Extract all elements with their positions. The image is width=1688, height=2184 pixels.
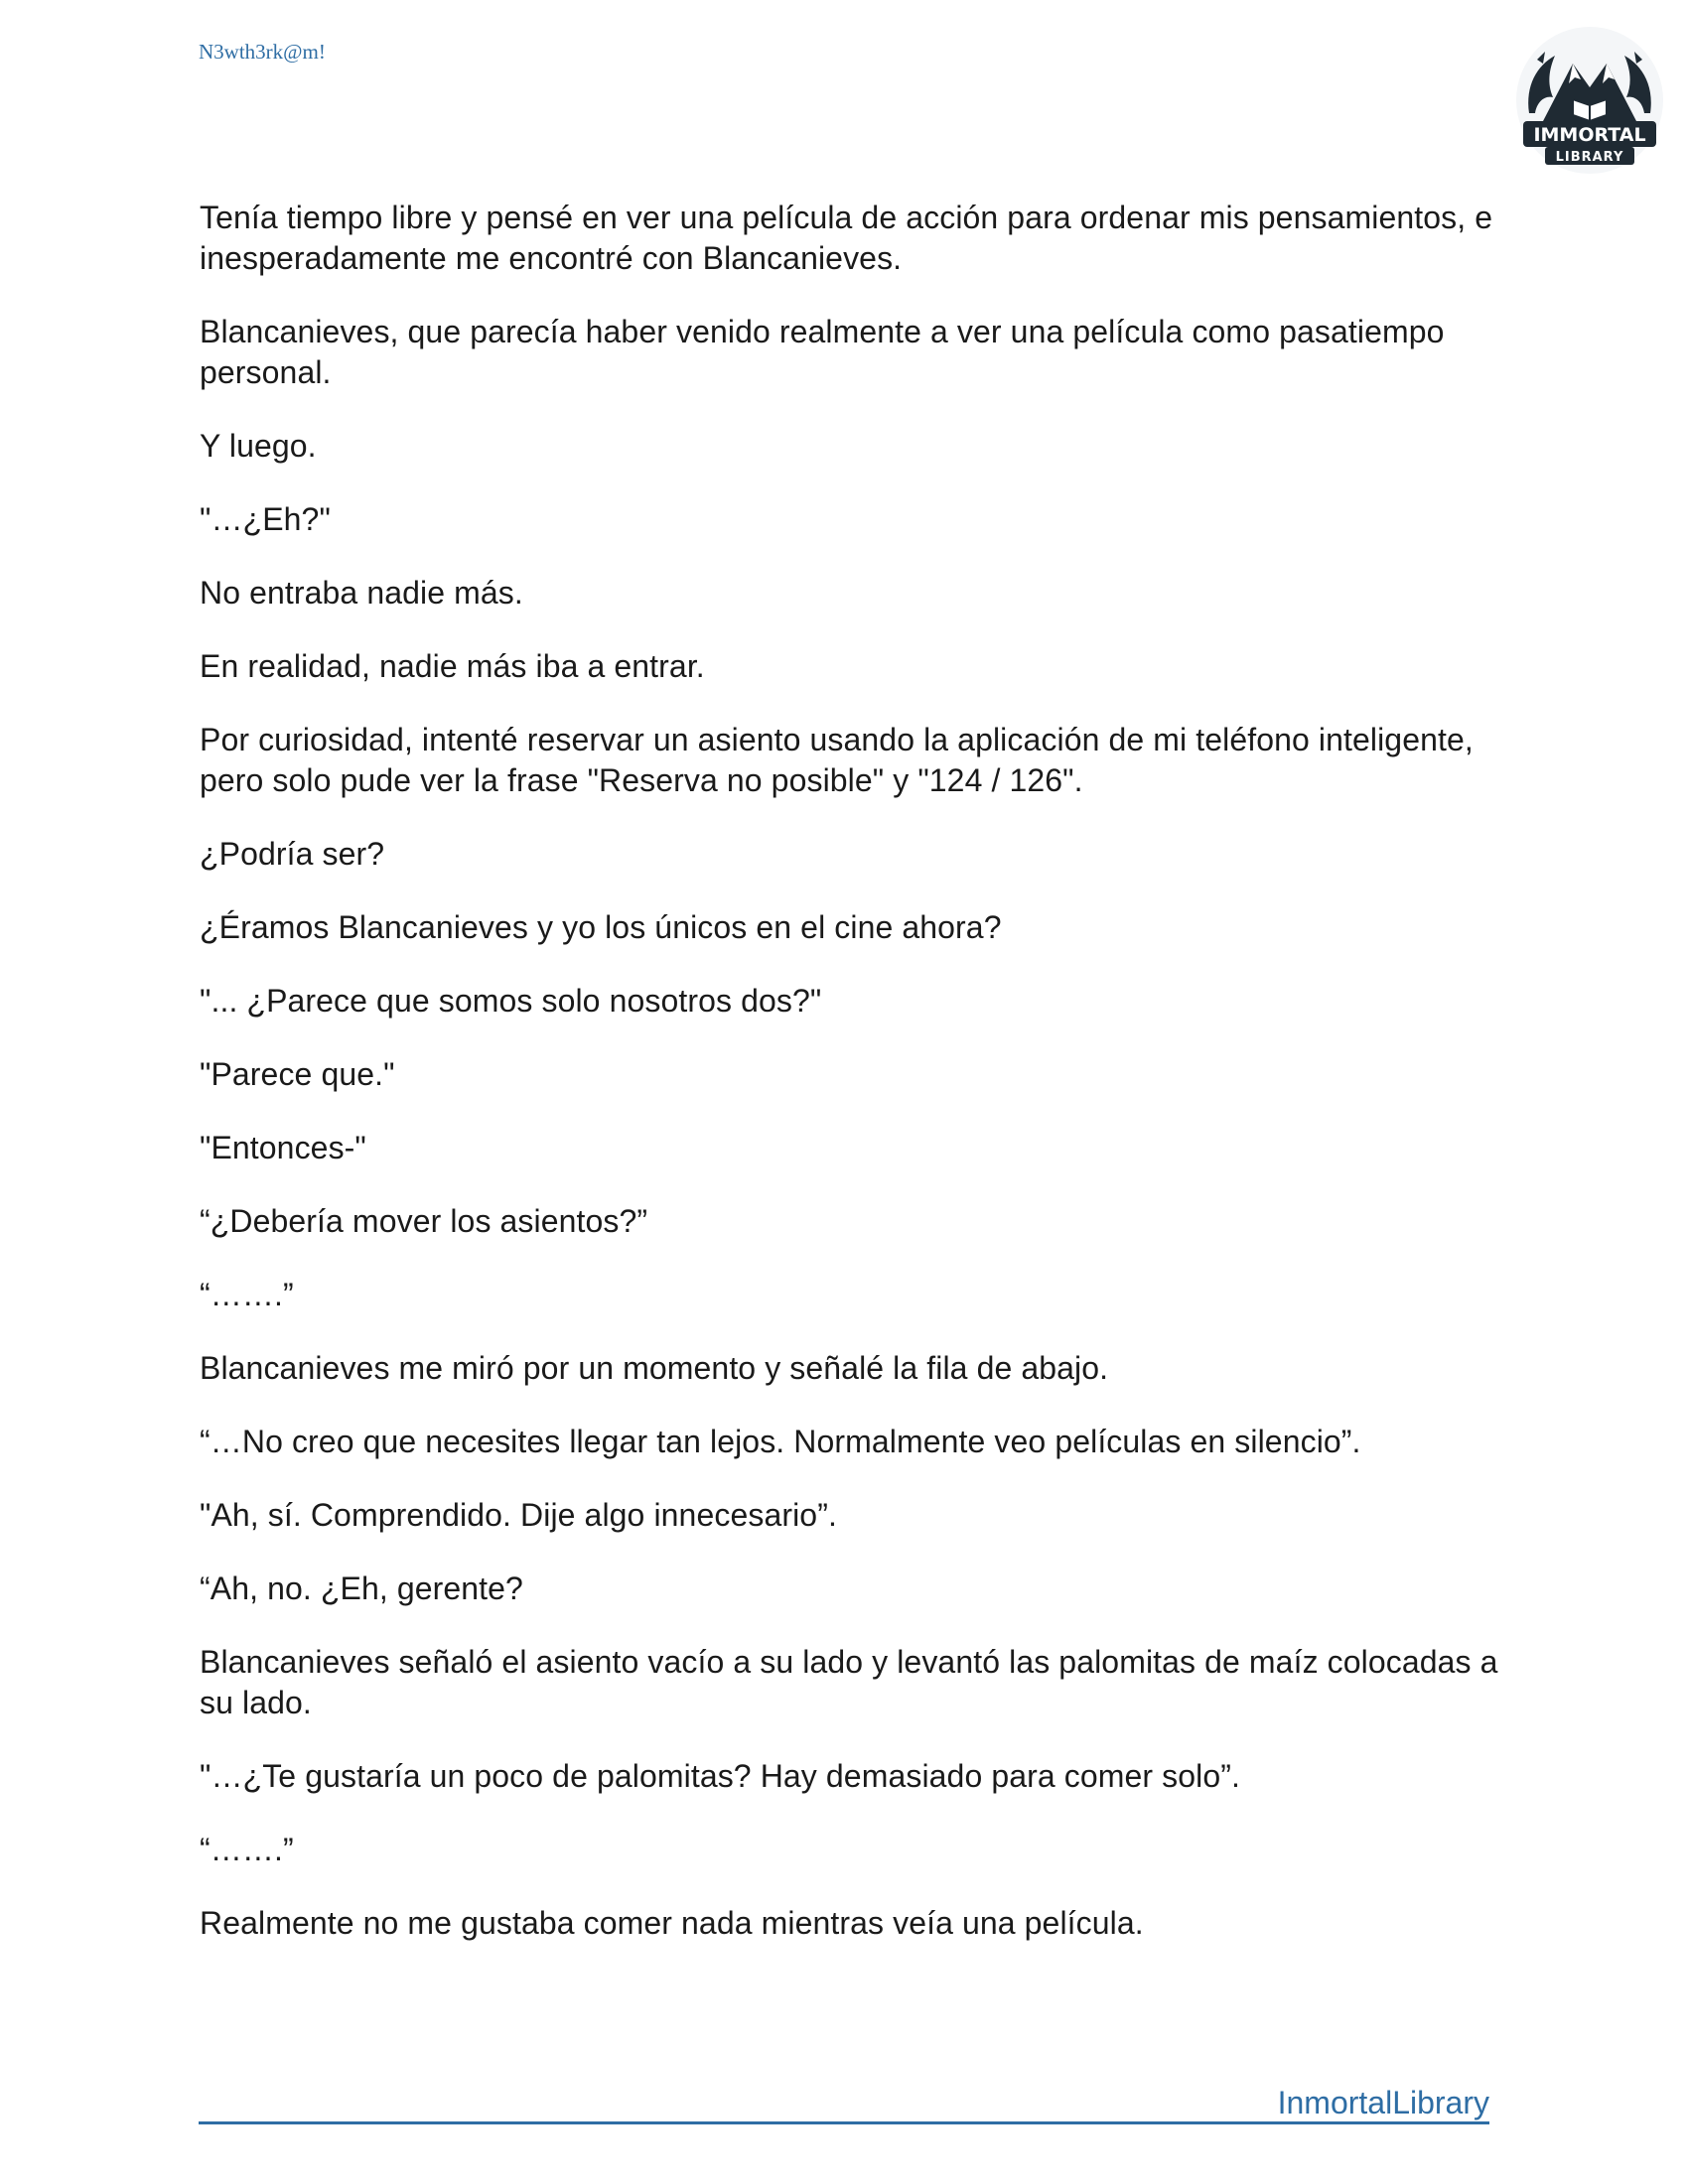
paragraph: “…….” bbox=[200, 1277, 294, 1312]
paragraph: En realidad, nadie más iba a entrar. bbox=[200, 648, 705, 684]
immortal-library-logo bbox=[1515, 26, 1664, 175]
paragraph: Y luego. bbox=[200, 428, 317, 464]
paragraph: "... ¿Parece que somos solo nosotros dos?" bbox=[200, 983, 822, 1019]
paragraph: “…No creo que necesites llegar tan lejos. Normalmente veo películas en silencio”. bbox=[200, 1424, 1361, 1459]
paragraph: "Entonces-" bbox=[200, 1130, 366, 1165]
library-logo-icon bbox=[1515, 26, 1664, 175]
paragraph: Blancanieves me miró por un momento y señalé la fila de abajo. bbox=[200, 1350, 1109, 1386]
paragraph: “¿Debería mover los asientos?” bbox=[200, 1203, 648, 1239]
paragraph: Realmente no me gustaba comer nada mientras veía una película. bbox=[200, 1905, 1144, 1941]
paragraph: "Parece que." bbox=[200, 1056, 395, 1092]
paragraph: "…¿Te gustaría un poco de palomitas? Hay demasiado para comer solo”. bbox=[200, 1758, 1241, 1794]
footer-link-inmortal-library[interactable]: InmortalLibrary bbox=[1277, 2085, 1489, 2120]
paragraph: ¿Éramos Blancanieves y yo los únicos en el cine ahora? bbox=[200, 909, 1002, 945]
paragraph: No entraba nadie más. bbox=[200, 575, 523, 611]
paragraph: "…¿Eh?" bbox=[200, 501, 331, 537]
paragraph: Blancanieves, que parecía haber venido realmente a ver una película como pasatiempo personal. bbox=[200, 314, 1445, 390]
paragraph: Blancanieves señaló el asiento vacío a su lado y levantó las palomitas de maíz colocadas a su lado. bbox=[200, 1644, 1498, 1720]
paragraph: “Ah, no. ¿Eh, gerente? bbox=[200, 1570, 523, 1606]
logo-bottom-text: LIBRARY bbox=[1555, 150, 1624, 165]
paragraph: Por curiosidad, intenté reservar un asiento usando la aplicación de mi teléfono inteligente, pero solo pude ver la frase "Reserva no posible" y "124 / 126". bbox=[200, 722, 1474, 798]
paragraph: ¿Podría ser? bbox=[200, 836, 385, 872]
logo-top-text: IMMORTAL bbox=[1533, 124, 1646, 146]
paragraph: Tenía tiempo libre y pensé en ver una película de acción para ordenar mis pensamientos, e inesperadamente me encontré con Blancanieves. bbox=[200, 200, 1493, 276]
page-footer bbox=[199, 2086, 1489, 2124]
header-tag: N3wth3rk@m! bbox=[199, 40, 326, 64]
paragraph: “…….” bbox=[200, 1832, 294, 1867]
chapter-text bbox=[200, 198, 1500, 1977]
paragraph: "Ah, sí. Comprendido. Dije algo innecesario”. bbox=[200, 1497, 837, 1533]
